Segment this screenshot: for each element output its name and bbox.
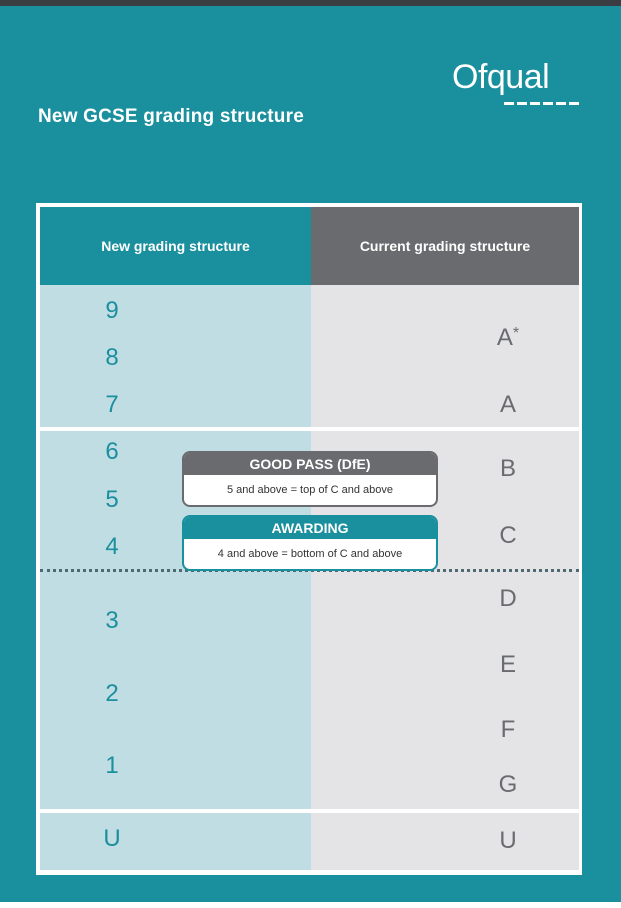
current-grade-f: F <box>500 716 516 743</box>
awarding-callout <box>182 515 438 571</box>
good-pass-callout <box>182 451 438 507</box>
new-grade-7: 7 <box>105 391 119 418</box>
awarding-title: AWARDING <box>184 517 436 539</box>
ofqual-logo <box>452 58 587 108</box>
new-grade-u: U <box>103 825 121 852</box>
ofqual-logo-text: Ofqual <box>452 58 550 96</box>
current-grades-column <box>311 285 579 870</box>
new-grade-3: 3 <box>105 607 119 634</box>
star-mark: * <box>512 325 520 342</box>
grade-a-star-letter: A <box>496 324 513 351</box>
new-grade-9: 9 <box>105 297 119 324</box>
new-grade-4: 4 <box>105 533 119 560</box>
current-grading-header: Current grading structure <box>311 207 579 285</box>
new-grades-column <box>40 285 311 870</box>
grading-table <box>36 203 582 875</box>
current-grade-c: C <box>499 522 517 549</box>
good-pass-title: GOOD PASS (DfE) <box>184 453 436 475</box>
awarding-text: 4 and above = bottom of C and above <box>217 548 403 560</box>
band-separator <box>36 809 582 813</box>
current-grade-b: B <box>499 455 517 482</box>
good-pass-text: 5 and above = top of C and above <box>226 484 394 496</box>
current-grade-g: G <box>498 771 518 798</box>
current-grade-e: E <box>499 651 517 678</box>
ofqual-logo-bars <box>504 102 584 105</box>
current-grade-a-star <box>497 324 519 352</box>
page-title: New GCSE grading structure <box>38 106 304 127</box>
current-grade-d: D <box>499 585 517 612</box>
current-grade-a: A <box>499 391 517 418</box>
new-grade-2: 2 <box>105 680 119 707</box>
new-grade-8: 8 <box>105 344 119 371</box>
new-grade-1: 1 <box>105 752 119 779</box>
grading-panel <box>0 6 621 902</box>
new-grading-header: New grading structure <box>40 207 311 285</box>
current-grade-u: U <box>499 827 517 854</box>
band-separator <box>36 427 582 431</box>
new-grade-5: 5 <box>105 486 119 513</box>
new-grade-6: 6 <box>105 438 119 465</box>
